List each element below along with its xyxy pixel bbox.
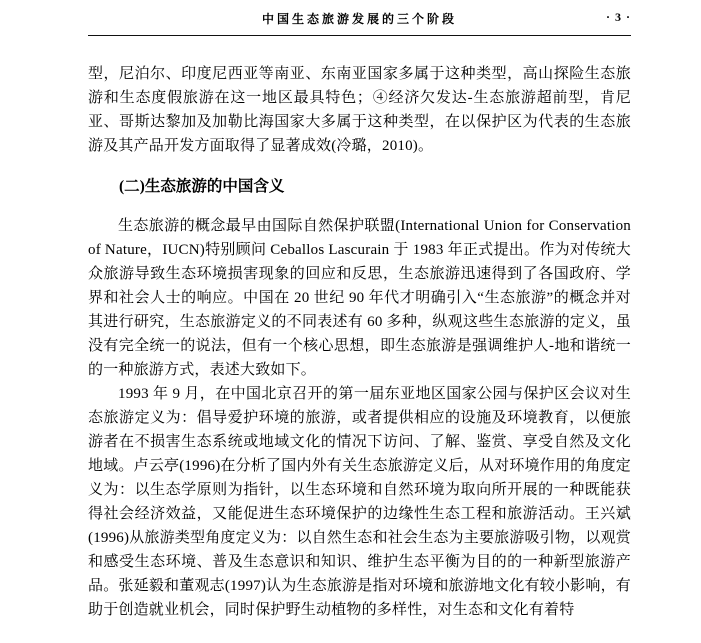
page-number: · 3 ·	[605, 10, 631, 24]
running-head-title: 中国生态旅游发展的三个阶段	[261, 12, 457, 26]
body-paragraph-continuation: 型，尼泊尔、印度尼西亚等南亚、东南亚国家多属于这种类型，高山探险生态旅游和生态度假旅游在这一地区最具特色；④经济欠发达-生态旅游超前型，肯尼亚、哥斯达黎加及加勒比海国家大多属于这种类型，在以保护区为代表的生态旅游及其产品开发方面取得了显著成效(冷璐，2010)。	[88, 66, 631, 154]
page-header	[88, 10, 631, 36]
body-paragraph-concept: 生态旅游的概念最早由国际自然保护联盟(International Union for Conservation of Nature，IUCN)特别顾问 Ceballos Lascurain 于 1983 年正式提出。作为对传统大众旅游导致生态环境损害现象的回应和反思，生态旅游迅速得到了各国政府、学界和社会人士的响应。中国在 20 世纪 90 年代才明确引入“生态旅游”的概念并对其进行研究，生态旅游定义的不同表述有 60 多种，纵观这些生态旅游的定义，虽没有完全统一的说法，但有一个核心思想，即生态旅游是强调维护人-地和谐统一的一种旅游方式，表述大致如下。	[88, 218, 631, 378]
page-body	[88, 62, 631, 622]
section-heading: (二)生态旅游的中国含义	[119, 178, 285, 195]
body-paragraph-definitions: 1993 年 9 月，在中国北京召开的第一届东亚地区国家公园与保护区会议对生态旅游定义为：倡导爱护环境的旅游，或者提供相应的设施及环境教育，以便旅游者在不损害生态系统或地域文化的情况下访问、了解、鉴赏、享受自然及文化地域。卢云亭(1996)在分析了国内外有关生态旅游定义后，从对环境作用的角度定义为：以生态学原则为指针，以生态环境和自然环境为取向所开展的一种既能获得社会经济效益，又能促进生态环境保护的边缘性生态工程和旅游活动。王兴斌(1996)从旅游类型角度定义为：以自然生态和社会生态为主要旅游吸引物，以观赏和感受生态环境、普及生态意识和知识、维护生态平衡为目的的一种新型旅游产品。张延毅和董观志(1997)认为生态旅游是指对环境和旅游地文化有较小影响，有助于创造就业机会，同时保护野生动植物的多样性，对生态和文化有着特	[88, 386, 631, 618]
